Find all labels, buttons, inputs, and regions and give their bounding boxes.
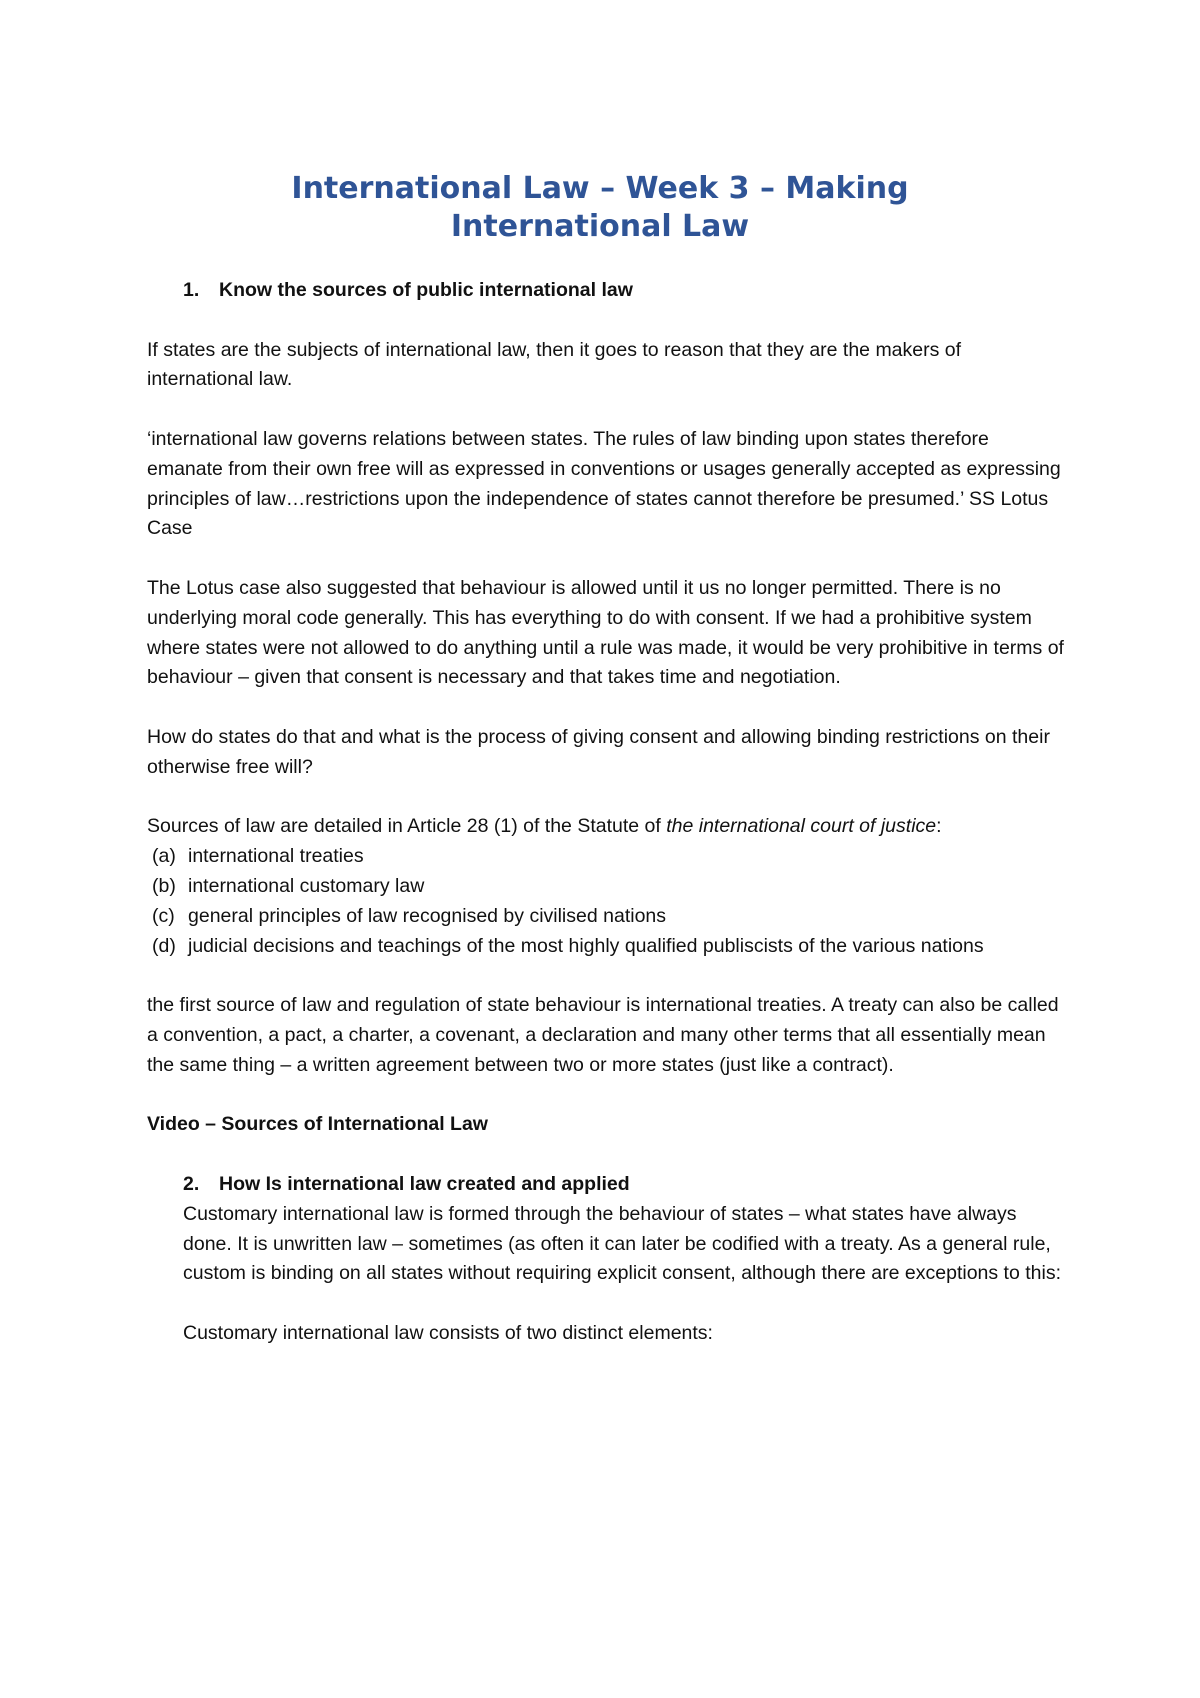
- lotus-quote: ‘international law governs relations between states. The rules of law binding upon states therefore emanate from their own free will as expressed in conventions or usages generally accepted as expressing principles of law…restrictions upon the independence of states cannot therefore be presumed.’ SS Lotus Case: [147, 427, 1061, 540]
- paragraph-subjects: If states are the subjects of international law, then it goes to reason that they are the makers of international law.: [147, 338, 962, 391]
- list-item: [147, 842, 1067, 872]
- section-2-title: How Is international law created and applied: [219, 1172, 630, 1195]
- section-2-heading: [183, 1170, 1067, 1200]
- sources-intro-text: Sources of law are detailed in Article 28 (1) of the Statute of: [147, 815, 667, 838]
- title-line-1: International Law – Week 3 – Making: [291, 171, 909, 206]
- list-item-label: (b): [152, 874, 176, 897]
- list-item: [147, 872, 1067, 902]
- sources-list: [147, 842, 1067, 961]
- list-item-text: international treaties: [188, 845, 364, 868]
- section-1-title: Know the sources of public international law: [219, 279, 633, 301]
- list-item-text: judicial decisions and teachings of the most highly qualified publiscists of the various nations: [188, 934, 984, 957]
- sources-intro-italic: the international court of justice: [666, 815, 937, 838]
- section-2-number: 2.: [183, 1172, 200, 1195]
- paragraph-two-elements: Customary international law consists of two distinct elements:: [183, 1321, 713, 1344]
- sources-intro-colon: :: [936, 815, 942, 838]
- paragraph-treaties: the first source of law and regulation of state behaviour is international treaties. A treaty can also be called a convention, a pact, a charter, a covenant, a declaration and many other terms that all essentially mean the same thing – a written agreement between two or more states (just like a contract).: [147, 994, 1059, 1076]
- list-item: [147, 902, 1067, 932]
- list-item-text: international customary law: [188, 874, 425, 897]
- section-1-number: 1.: [183, 279, 200, 301]
- list-item-label: (c): [152, 904, 175, 927]
- paragraph-consent-question: How do states do that and what is the process of giving consent and allowing binding restrictions on their otherwise free will?: [147, 725, 1050, 778]
- list-item-label: (d): [152, 934, 176, 957]
- list-item-label: (a): [152, 845, 176, 868]
- document-body: [147, 276, 1067, 1349]
- list-item-text: general principles of law recognised by civilised nations: [188, 904, 667, 927]
- title-line-2: International Law: [450, 209, 750, 244]
- video-heading: Video – Sources of International Law: [147, 1113, 488, 1136]
- list-item: [147, 932, 1067, 962]
- document-title: [200, 170, 1000, 246]
- section-1-heading: [183, 276, 1067, 306]
- paragraph-lotus: The Lotus case also suggested that behaviour is allowed until it us no longer permitted. There is no underlying moral code generally. This has everything to do with consent. If we had a prohibitive system where states were not allowed to do anything until a rule was made, it would be very prohibitive in terms of behaviour – given that consent is necessary and that takes time and negotiation.: [147, 576, 1064, 689]
- paragraph-customary-law: Customary international law is formed through the behaviour of states – what states have always done. It is unwritten law – sometimes (as often it can later be codified with a treaty. As a general rule, custom is binding on all states without requiring explicit consent, although there are exceptions to this:: [183, 1202, 1061, 1285]
- paragraph-sources-intro: [147, 812, 1067, 842]
